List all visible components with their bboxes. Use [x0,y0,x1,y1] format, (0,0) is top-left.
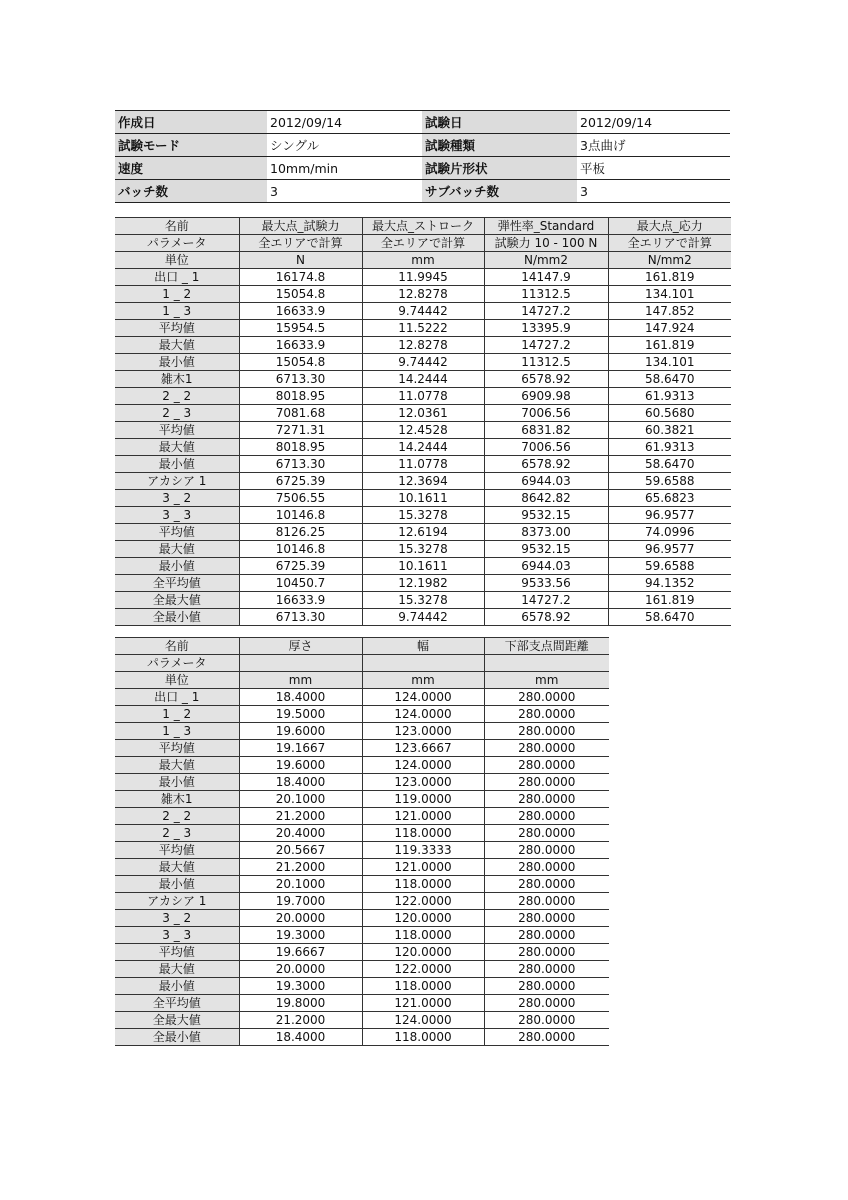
table-row [115,706,609,723]
specimen-dimensions-table [115,637,609,1046]
row-label: 最小値 [115,774,239,791]
table-cell: 9532.15 [484,541,608,558]
table-cell: 119.3333 [362,842,484,859]
row-label: 全最小値 [115,1029,239,1046]
table-cell: 6944.03 [484,473,608,490]
table-cell: 10.1611 [362,490,484,507]
table-row [115,320,731,337]
info-value: 3 [577,180,730,203]
table-cell: 134.101 [608,286,731,303]
column-header: 名前 [115,218,239,235]
table-cell: 20.1000 [239,876,362,893]
header-row [115,638,609,655]
table-cell: 96.9577 [608,541,731,558]
info-label: 作成日 [115,111,267,134]
table-cell: 13395.9 [484,320,608,337]
table-cell: 15.3278 [362,592,484,609]
table-cell: 11.5222 [362,320,484,337]
column-header: 全エリアで計算 [608,235,731,252]
table-cell: 7006.56 [484,405,608,422]
row-label: 雑木1 [115,371,239,388]
row-label: 雑木1 [115,791,239,808]
table-cell: 280.0000 [484,757,609,774]
header-row [115,252,731,269]
table-cell: 12.1982 [362,575,484,592]
table-cell: 11.9945 [362,269,484,286]
row-label: 3 _ 2 [115,490,239,507]
table-cell: 6909.98 [484,388,608,405]
table-cell: 19.6000 [239,757,362,774]
info-label: 試験日 [422,111,577,134]
row-label: 全平均値 [115,995,239,1012]
table-row [115,927,609,944]
column-header: 幅 [362,638,484,655]
table-row [115,558,731,575]
row-label: 平均値 [115,524,239,541]
table-cell: 9.74442 [362,303,484,320]
row-label: 3 _ 2 [115,910,239,927]
table-cell: 280.0000 [484,1029,609,1046]
table-cell: 7081.68 [239,405,362,422]
table-cell: 280.0000 [484,808,609,825]
table-cell: 18.4000 [239,1029,362,1046]
table-cell: 15954.5 [239,320,362,337]
table-cell: 121.0000 [362,859,484,876]
table-cell: 124.0000 [362,1012,484,1029]
row-label: 最大値 [115,757,239,774]
table-cell: 124.0000 [362,757,484,774]
table-cell: 147.924 [608,320,731,337]
row-label: 1 _ 3 [115,303,239,320]
table-row [115,490,731,507]
row-label: アカシア 1 [115,893,239,910]
row-label: 2 _ 2 [115,808,239,825]
column-header: 弾性率_Standard [484,218,608,235]
column-header: 下部支点間距離 [484,638,609,655]
row-label: 最小値 [115,456,239,473]
row-label: 全最小値 [115,609,239,626]
row-label: 出口 _ 1 [115,689,239,706]
row-label: 最大値 [115,439,239,456]
table-cell: 124.0000 [362,689,484,706]
table-cell: 120.0000 [362,910,484,927]
table-cell: 20.0000 [239,910,362,927]
table-cell: 119.0000 [362,791,484,808]
table-cell: 280.0000 [484,978,609,995]
row-label: 2 _ 3 [115,825,239,842]
table-cell: 6578.92 [484,456,608,473]
table-cell: 12.8278 [362,286,484,303]
table-row [115,910,609,927]
table-cell: 11312.5 [484,286,608,303]
table-cell: 10450.7 [239,575,362,592]
table-cell: 123.6667 [362,740,484,757]
row-label: 3 _ 3 [115,507,239,524]
info-label: 速度 [115,157,267,180]
table-cell: 280.0000 [484,825,609,842]
row-label: 1 _ 3 [115,723,239,740]
table-row [115,978,609,995]
table-cell: 16633.9 [239,303,362,320]
row-label: 最大値 [115,541,239,558]
table-cell: 20.0000 [239,961,362,978]
table-row [115,269,731,286]
table-row [115,575,731,592]
column-header [484,655,609,672]
table-cell: 12.0361 [362,405,484,422]
header-row [115,655,609,672]
table-row [115,439,731,456]
table-cell: 9.74442 [362,354,484,371]
table-row [115,286,731,303]
info-value: 10mm/min [267,157,422,180]
table-cell: 96.9577 [608,507,731,524]
column-header [362,655,484,672]
table-cell: 6578.92 [484,609,608,626]
test-info-table [115,110,730,203]
info-value: 2012/09/14 [267,111,422,134]
column-header: 全エリアで計算 [362,235,484,252]
row-label: 全最大値 [115,592,239,609]
row-label: 平均値 [115,422,239,439]
table-cell: 8642.82 [484,490,608,507]
row-label: 平均値 [115,740,239,757]
table-row [115,456,731,473]
table-cell: 6578.92 [484,371,608,388]
table-row [115,859,609,876]
row-label: 2 _ 3 [115,405,239,422]
table-cell: 280.0000 [484,791,609,808]
table-cell: 280.0000 [484,859,609,876]
table-cell: 280.0000 [484,995,609,1012]
info-row [115,157,730,180]
table-cell: 60.5680 [608,405,731,422]
info-value: 3 [267,180,422,203]
info-row [115,180,730,203]
table-cell: 19.6000 [239,723,362,740]
table-cell: 14.2444 [362,439,484,456]
table-row [115,422,731,439]
table-row [115,825,609,842]
table-cell: 94.1352 [608,575,731,592]
table-row [115,1029,609,1046]
row-label: 平均値 [115,944,239,961]
table-row [115,524,731,541]
table-row [115,774,609,791]
row-label: 最大値 [115,859,239,876]
row-label: 最小値 [115,558,239,575]
table-cell: 118.0000 [362,927,484,944]
info-row [115,111,730,134]
table-cell: 121.0000 [362,808,484,825]
table-row [115,354,731,371]
table-cell: 280.0000 [484,910,609,927]
table-cell: 10146.8 [239,541,362,558]
table-cell: 14727.2 [484,303,608,320]
column-header: 単位 [115,252,239,269]
table-cell: 11312.5 [484,354,608,371]
info-value: 2012/09/14 [577,111,730,134]
table-cell: 61.9313 [608,439,731,456]
row-label: 1 _ 2 [115,286,239,303]
table-cell: 147.852 [608,303,731,320]
table-cell: 6725.39 [239,473,362,490]
row-label: 最小値 [115,876,239,893]
table-cell: 9.74442 [362,609,484,626]
table-cell: 6725.39 [239,558,362,575]
table-cell: 8018.95 [239,439,362,456]
table-cell: 19.1667 [239,740,362,757]
table-cell: 10146.8 [239,507,362,524]
table-cell: 19.3000 [239,978,362,995]
row-label: 最大値 [115,961,239,978]
table-cell: 280.0000 [484,689,609,706]
header-row [115,672,609,689]
row-label: 全最大値 [115,1012,239,1029]
table-cell: 58.6470 [608,609,731,626]
table-cell: 122.0000 [362,893,484,910]
table-cell: 280.0000 [484,927,609,944]
table-cell: 11.0778 [362,456,484,473]
table-cell: 280.0000 [484,876,609,893]
column-header: mm [239,672,362,689]
table-row [115,842,609,859]
table-cell: 12.4528 [362,422,484,439]
table-row [115,507,731,524]
column-header: N [239,252,362,269]
table-row [115,944,609,961]
table-cell: 118.0000 [362,825,484,842]
column-header: 厚さ [239,638,362,655]
table-row [115,541,731,558]
table-cell: 60.3821 [608,422,731,439]
table-cell: 123.0000 [362,774,484,791]
table-cell: 161.819 [608,269,731,286]
table-cell: 9532.15 [484,507,608,524]
table-cell: 134.101 [608,354,731,371]
table-cell: 19.3000 [239,927,362,944]
table-cell: 161.819 [608,592,731,609]
header-row [115,235,731,252]
column-header: パラメータ [115,655,239,672]
info-value: 3点曲げ [577,134,730,157]
column-header: 最大点_応力 [608,218,731,235]
column-header: 名前 [115,638,239,655]
table-cell: 20.5667 [239,842,362,859]
table-cell: 280.0000 [484,893,609,910]
table-row [115,609,731,626]
table-row [115,995,609,1012]
table-row [115,808,609,825]
table-cell: 118.0000 [362,1029,484,1046]
table-cell: 120.0000 [362,944,484,961]
row-label: 最小値 [115,978,239,995]
table-cell: 12.8278 [362,337,484,354]
table-cell: 280.0000 [484,723,609,740]
table-cell: 8126.25 [239,524,362,541]
table-cell: 59.6588 [608,473,731,490]
row-label: 出口 _ 1 [115,269,239,286]
row-label: 平均値 [115,842,239,859]
row-label: 2 _ 2 [115,388,239,405]
column-header: mm [362,672,484,689]
table-cell: 20.4000 [239,825,362,842]
table-row [115,473,731,490]
table-cell: 280.0000 [484,944,609,961]
table-row [115,303,731,320]
table-cell: 14.2444 [362,371,484,388]
table-row [115,740,609,757]
table-cell: 280.0000 [484,706,609,723]
table-cell: 65.6823 [608,490,731,507]
table-cell: 122.0000 [362,961,484,978]
table-cell: 6944.03 [484,558,608,575]
table-cell: 18.4000 [239,774,362,791]
table-cell: 280.0000 [484,961,609,978]
column-header: 全エリアで計算 [239,235,362,252]
table-cell: 16174.8 [239,269,362,286]
table-cell: 280.0000 [484,740,609,757]
table-row [115,757,609,774]
row-label: 平均値 [115,320,239,337]
table-cell: 280.0000 [484,774,609,791]
column-header: 最大点_試験力 [239,218,362,235]
info-label: 試験片形状 [422,157,577,180]
info-row [115,134,730,157]
row-label: アカシア 1 [115,473,239,490]
table-cell: 11.0778 [362,388,484,405]
table-cell: 6713.30 [239,609,362,626]
table-row [115,893,609,910]
table-cell: 19.8000 [239,995,362,1012]
table-cell: 7271.31 [239,422,362,439]
table-row [115,337,731,354]
table-cell: 124.0000 [362,706,484,723]
table-cell: 121.0000 [362,995,484,1012]
table-cell: 16633.9 [239,592,362,609]
table-cell: 7006.56 [484,439,608,456]
table-row [115,388,731,405]
results-table [115,217,731,626]
column-header: mm [362,252,484,269]
table-cell: 19.5000 [239,706,362,723]
table-cell: 161.819 [608,337,731,354]
table-row [115,1012,609,1029]
column-header: パラメータ [115,235,239,252]
table-cell: 7506.55 [239,490,362,507]
table-cell: 10.1611 [362,558,484,575]
table-row [115,592,731,609]
table-row [115,723,609,740]
table-cell: 21.2000 [239,808,362,825]
table-row [115,371,731,388]
table-cell: 8018.95 [239,388,362,405]
table-cell: 21.2000 [239,1012,362,1029]
info-label: サブバッチ数 [422,180,577,203]
info-value: 平板 [577,157,730,180]
table-cell: 8373.00 [484,524,608,541]
table-cell: 280.0000 [484,842,609,859]
table-row [115,405,731,422]
table-cell: 118.0000 [362,978,484,995]
table-cell: 15054.8 [239,354,362,371]
table-cell: 6831.82 [484,422,608,439]
table-cell: 6713.30 [239,456,362,473]
info-label: 試験種類 [422,134,577,157]
info-label: バッチ数 [115,180,267,203]
table-cell: 14727.2 [484,337,608,354]
table-row [115,876,609,893]
info-label: 試験モード [115,134,267,157]
header-row [115,218,731,235]
table-cell: 61.9313 [608,388,731,405]
table-row [115,791,609,808]
row-label: 最小値 [115,354,239,371]
info-value: シングル [267,134,422,157]
row-label: 全平均値 [115,575,239,592]
row-label: 1 _ 2 [115,706,239,723]
table-cell: 12.3694 [362,473,484,490]
column-header: 単位 [115,672,239,689]
table-row [115,689,609,706]
column-header: N/mm2 [608,252,731,269]
column-header [239,655,362,672]
table-cell: 280.0000 [484,1012,609,1029]
column-header: 試験力 10 - 100 N [484,235,608,252]
table-cell: 59.6588 [608,558,731,575]
table-cell: 74.0996 [608,524,731,541]
table-row [115,961,609,978]
table-cell: 18.4000 [239,689,362,706]
row-label: 3 _ 3 [115,927,239,944]
table-cell: 58.6470 [608,371,731,388]
table-cell: 118.0000 [362,876,484,893]
table-cell: 19.7000 [239,893,362,910]
table-cell: 15.3278 [362,507,484,524]
table-cell: 16633.9 [239,337,362,354]
table-cell: 21.2000 [239,859,362,876]
table-cell: 14727.2 [484,592,608,609]
table-cell: 20.1000 [239,791,362,808]
column-header: 最大点_ストローク [362,218,484,235]
table-cell: 12.6194 [362,524,484,541]
table-cell: 123.0000 [362,723,484,740]
column-header: mm [484,672,609,689]
table-cell: 19.6667 [239,944,362,961]
table-cell: 6713.30 [239,371,362,388]
table-cell: 15054.8 [239,286,362,303]
table-cell: 15.3278 [362,541,484,558]
column-header: N/mm2 [484,252,608,269]
table-cell: 14147.9 [484,269,608,286]
row-label: 最大値 [115,337,239,354]
table-cell: 58.6470 [608,456,731,473]
table-cell: 9533.56 [484,575,608,592]
